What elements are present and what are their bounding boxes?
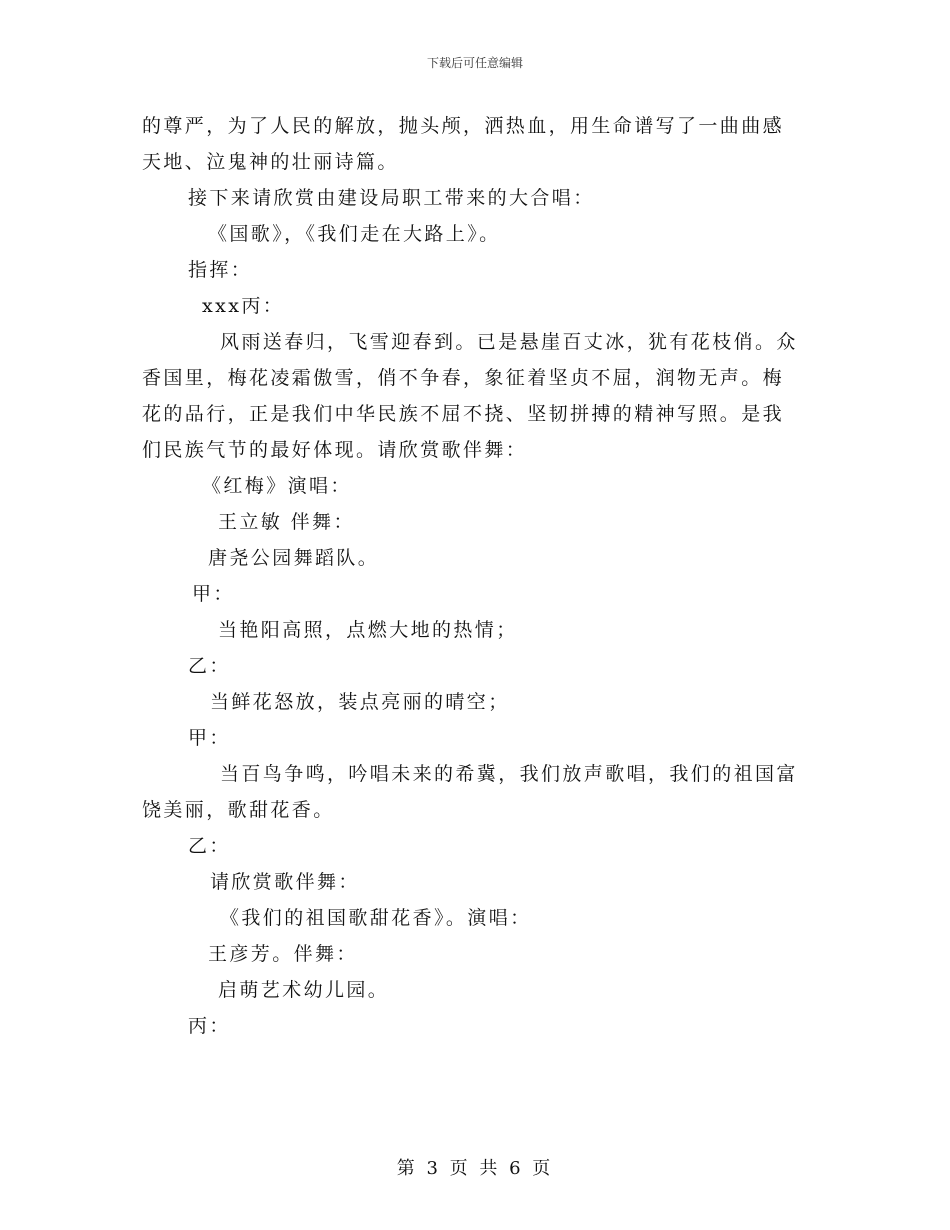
page-number: 第 3 页 共 6 页 (396, 1158, 554, 1179)
text-line: 风雨送春归，飞雪迎春到。已是悬崖百丈冰，犹有花枝俏。众 (220, 331, 798, 353)
text-line: 当鲜花怒放，装点亮丽的晴空； (210, 691, 510, 713)
speaker-label: 乙： (188, 835, 231, 857)
text-line: 的尊严，为了人民的解放，抛头颅，洒热血，用生命谱写了一曲曲感 (142, 115, 785, 137)
text-line: 们民族气节的最好体现。请欣赏歌伴舞： (142, 439, 528, 461)
text-line: 花的品行，正是我们中华民族不屈不挠、坚韧拼搏的精神写照。是我 (142, 403, 785, 425)
speaker-label: xxx丙： (202, 295, 285, 317)
speaker-label: 甲： (188, 727, 231, 749)
text-line: 《红梅》演唱： (202, 475, 352, 497)
speaker-label: 乙： (188, 655, 231, 677)
text-line: 请欣赏歌伴舞： (210, 871, 360, 893)
speaker-label: 指挥： (188, 259, 253, 281)
text-line: 《我们的祖国歌甜花香》。演唱： (220, 907, 532, 929)
text-line: 《国歌》，《我们走在大路上》。 (208, 223, 501, 245)
text-line: 饶美丽，歌甜花香。 (142, 799, 335, 821)
text-line: 王彦芳。伴舞： (208, 943, 358, 965)
text-line: 唐尧公园舞蹈队。 (208, 547, 380, 569)
text-line: 香国里，梅花凌霜傲雪，俏不争春，象征着坚贞不屈，润物无声。梅 (142, 367, 785, 389)
text-line: 王立敏 伴舞： (218, 511, 355, 533)
speaker-label: 甲： (192, 583, 235, 605)
text-line: 天地、泣鬼神的壮丽诗篇。 (142, 151, 399, 173)
document-body (142, 108, 812, 1044)
text-line: 启萌艺术幼儿园。 (218, 979, 390, 1001)
speaker-label: 丙： (188, 1015, 231, 1037)
text-line: 当百鸟争鸣，吟唱未来的希冀，我们放声歌唱，我们的祖国富 (220, 763, 798, 785)
text-line: 接下来请欣赏由建设局职工带来的大合唱： (188, 187, 595, 209)
text-line: 当艳阳高照，点燃大地的热情； (218, 619, 518, 641)
page-header-note: 下载后可任意编辑 (426, 56, 523, 70)
